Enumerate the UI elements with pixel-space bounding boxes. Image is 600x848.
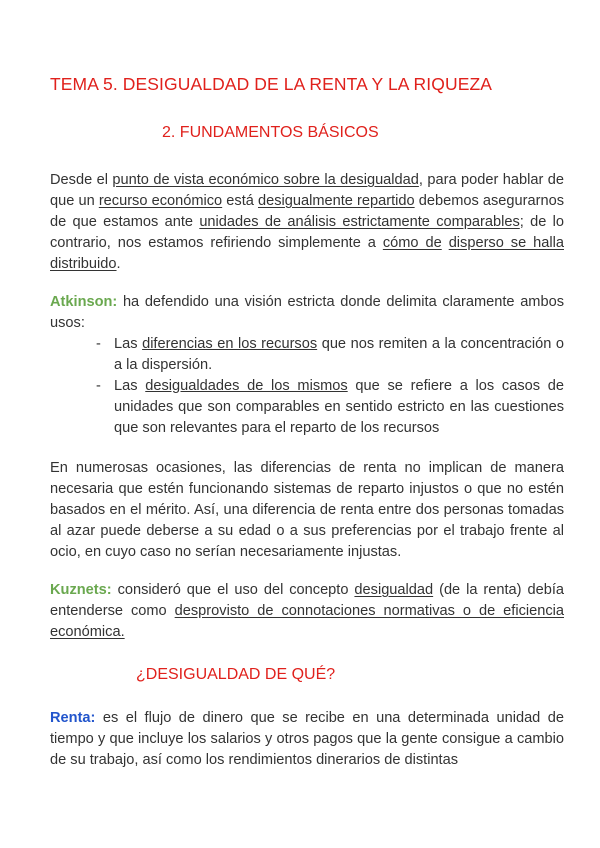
text-run: debemos asegurarnos de que estamos ante	[50, 193, 565, 230]
text-run: consideró que el uso del concepto	[111, 582, 355, 598]
text-run: ha defendido una visión estricta donde delimita claramente ambos usos:	[50, 294, 564, 331]
text-run	[442, 235, 449, 251]
underlined-term: recurso económico	[98, 193, 223, 209]
text-run: ; de lo contrario, nos estamos refiriendo simplemente a	[50, 214, 564, 251]
text-run: .	[116, 256, 121, 272]
text-run: está	[222, 193, 258, 209]
text-run: Las	[114, 336, 143, 352]
paragraph-renta-definition	[50, 708, 564, 771]
bullet-item	[92, 334, 564, 376]
question-heading: ¿DESIGUALDAD DE QUÉ?	[136, 666, 336, 683]
atkinson-label: Atkinson:	[50, 294, 118, 310]
text-run: que nos remiten a la concentración o a la dispersión.	[114, 336, 564, 373]
underlined-term: desigualmente repartido	[257, 193, 415, 209]
paragraph-kuznets	[50, 580, 564, 643]
text-run: Las	[114, 378, 146, 394]
bullet-item	[92, 376, 564, 439]
bullet-list	[92, 334, 564, 439]
dash-marker: -	[96, 378, 101, 394]
paragraph-renta-diferencias: En numerosas ocasiones, las diferencias de renta no implican de manera necesaria que estén funcionando sistemas de reparto injustos o que no estén basados en el mérito. Así, una diferencia de renta entre dos personas tomadas al azar puede deberse a su edad o a sus preferencias por el trabajo frente al ocio, en cuyo caso no serían necesariamente injustas.	[50, 460, 564, 560]
paragraph-intro	[50, 170, 564, 275]
text-run: (de la renta) debía entenderse como	[50, 582, 564, 619]
text-run: que se refiere a los casos de unidades que son comparables en sentido estricto en las cuestiones que son relevantes para el reparto de los recursos	[114, 378, 564, 436]
paragraph-atkinson	[50, 292, 564, 334]
underlined-term: cómo de	[382, 235, 442, 251]
kuznets-label: Kuznets:	[50, 582, 112, 598]
dash-marker: -	[96, 336, 101, 352]
document-title: TEMA 5. DESIGUALDAD DE LA RENTA Y LA RIQUEZA	[50, 74, 493, 94]
renta-label: Renta:	[50, 710, 96, 726]
underlined-term: punto de vista económico sobre la desigualdad	[112, 172, 419, 188]
underlined-term: desprovisto de connotaciones normativas o de eficiencia económica.	[50, 603, 564, 640]
section-heading: 2. FUNDAMENTOS BÁSICOS	[162, 124, 379, 141]
underlined-term: unidades de análisis estrictamente comparables	[199, 214, 520, 230]
text-run: Desde el	[50, 172, 113, 188]
underlined-term: desigualdad	[354, 582, 434, 598]
text-run: , para poder hablar de que un	[50, 172, 564, 209]
text-run: es el flujo de dinero que se recibe en una determinada unidad de tiempo y que incluye los salarios y otros pagos que la gente consigue a cambio de su trabajo, así como los rendimientos dinerarios de distintas	[50, 710, 564, 768]
underlined-term: diferencias en los recursos	[142, 336, 318, 352]
underlined-term: disperso se halla distribuido	[50, 235, 564, 272]
underlined-term: desigualdades de los mismos	[145, 378, 348, 394]
